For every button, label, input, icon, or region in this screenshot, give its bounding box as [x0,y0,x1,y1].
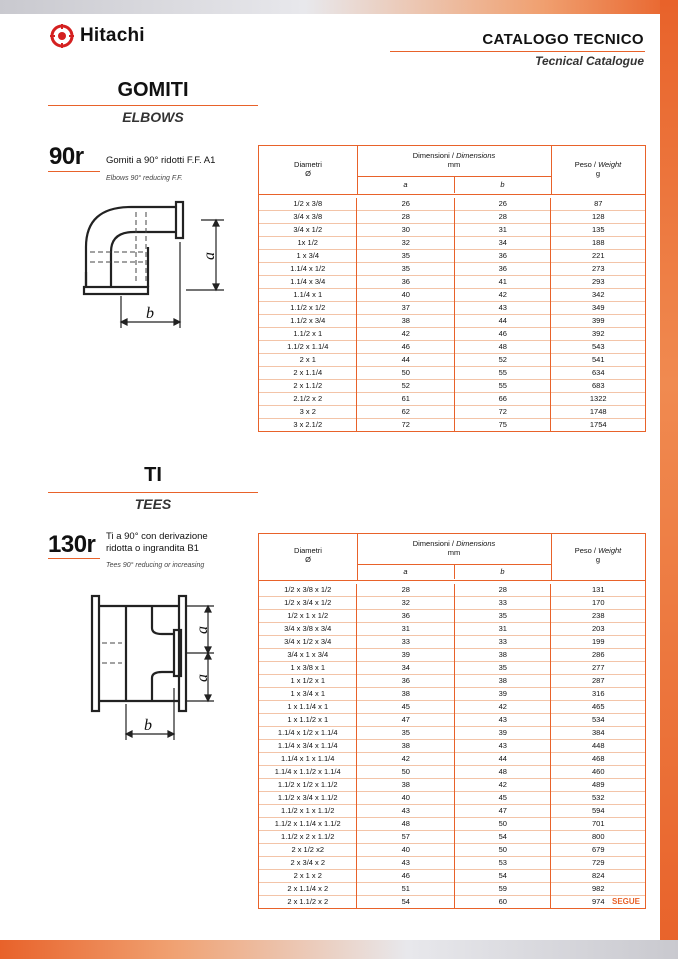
cell-b: 50 [455,844,551,857]
elbow-drawing [76,192,236,332]
header-weight: Peso / [574,546,599,555]
cell-diameter: 3/4 x 3/8 [259,211,356,224]
cell-diameter: 2.1/2 x 2 [259,393,356,406]
cell-b: 35 [455,662,551,675]
cell-diameter: 1.1/4 x 3/4 [259,276,356,289]
cell-diameter: 1.1/2 x 1/2 x 1.1/2 [259,779,356,792]
cell-diameter: 1.1/4 x 1.1/2 x 1.1/4 [259,766,356,779]
cell-a: 48 [357,818,454,831]
cell-diameter: 1.1/2 x 1 x 1.1/2 [259,805,356,818]
cell-weight: 399 [551,315,645,328]
table-column [259,198,357,431]
cell-a: 40 [357,289,454,302]
cell-weight: 203 [551,623,645,636]
tees-code-underline [48,558,100,559]
cell-diameter: 3 x 2 [259,406,356,419]
cell-weight: 594 [551,805,645,818]
cell-a: 47 [357,714,454,727]
cell-diameter: 2 x 1.1/4 [259,367,356,380]
tees-table [258,533,646,909]
cell-weight: 1754 [589,420,607,429]
tees-subtitle: TEES [134,496,172,512]
cell-a: 50 [357,367,454,380]
cell-diameter: 1 x 3/4 [259,250,356,263]
svg-text:a: a [201,252,218,260]
cell-diameter: 1.1/2 x 3/4 x 1.1/2 [259,792,356,805]
cell-a: 44 [357,354,454,367]
cell-a: 43 [357,857,454,870]
cell-weight: 316 [551,688,645,701]
cell-a: 35 [357,727,454,740]
cell-diameter: 1/2 x 3/8 x 1/2 [259,584,356,597]
table-column [455,584,552,908]
cell-weight: 465 [551,701,645,714]
cell-a: 38 [357,740,454,753]
tees-code: 130r [48,531,96,558]
elbows-description-en: Elbows 90° reducing F.F. [106,175,183,182]
cell-a: 57 [357,831,454,844]
cell-a: 40 [357,792,454,805]
table-column [455,198,552,431]
cell-weight: 238 [551,610,645,623]
cell-weight: 534 [551,714,645,727]
cell-diameter: 1.1/2 x 2 x 1.1/2 [259,831,356,844]
cell-b: 50 [455,818,551,831]
cell-b: 41 [455,276,551,289]
cell-weight: 287 [551,675,645,688]
cell-b: 39 [455,727,551,740]
elbows-subtitle: ELBOWS [122,109,184,125]
cell-b: 34 [455,237,551,250]
cell-diameter: 3/4 x 3/8 x 3/4 [259,623,356,636]
cell-b: 43 [455,740,551,753]
cell-weight: 824 [551,870,645,883]
cell-diameter: 1.1/4 x 1 x 1.1/4 [259,753,356,766]
catalog-subtitle: Tecnical Catalogue [535,54,644,68]
header-divider [390,51,645,52]
cell-b: 48 [455,341,551,354]
cell-weight: 679 [551,844,645,857]
cell-b: 42 [455,779,551,792]
elbows-title: GOMITI [117,79,189,101]
cell-a: 43 [357,805,454,818]
cell-a: 33 [357,636,454,649]
cell-diameter: 1.1/2 x 3/4 [259,315,356,328]
cell-diameter: 2 x 1.1/2 [259,380,356,393]
elbows-code: 90r [49,143,84,170]
cell-weight: 800 [551,831,645,844]
cell-b: 42 [455,701,551,714]
elbows-code-underline [48,171,100,172]
cell-a: 34 [357,662,454,675]
table-column [357,584,455,908]
table-column [357,198,455,431]
cell-weight: 87 [551,198,645,211]
cell-weight: 468 [551,753,645,766]
cell-a: 36 [357,610,454,623]
cell-a: 45 [357,701,454,714]
cell-weight: 448 [551,740,645,753]
elbows-divider [48,105,258,106]
cell-a: 36 [357,675,454,688]
cell-weight: 683 [551,380,645,393]
cell-b: 60 [498,897,507,906]
cell-b: 72 [455,406,551,419]
elbows-table-body [259,195,645,431]
cell-weight: 729 [551,857,645,870]
cell-a: 38 [357,315,454,328]
cell-weight: 286 [551,649,645,662]
header-a: a [357,565,455,579]
cell-diameter: 2 x 1.1/2 x 2 [287,897,329,906]
cell-a: 42 [357,753,454,766]
header-b: b [500,567,505,576]
cell-weight: 1748 [551,406,645,419]
cell-a: 39 [357,649,454,662]
cell-diameter: 1.1/4 x 1/2 [259,263,356,276]
cell-b: 54 [455,870,551,883]
cell-weight: 199 [551,636,645,649]
cell-b: 55 [455,367,551,380]
cell-diameter: 1.1/4 x 1/2 x 1.1/4 [259,727,356,740]
header-dimensions-unit: mm [447,160,461,169]
cell-a: 51 [357,883,454,896]
cell-diameter: 2 x 1/2 x2 [259,844,356,857]
cell-b: 48 [455,766,551,779]
cell-weight: 273 [551,263,645,276]
cell-b: 52 [455,354,551,367]
tees-table-body [259,581,645,908]
cell-diameter: 1.1/2 x 1.1/4 [259,341,356,354]
cell-b: 31 [455,224,551,237]
cell-b: 47 [455,805,551,818]
cell-a: 62 [357,406,454,419]
svg-text:a: a [194,674,211,682]
catalog-title: CATALOGO TECNICO [482,31,644,48]
cell-a: 32 [357,237,454,250]
cell-b: 31 [455,623,551,636]
cell-weight: 349 [551,302,645,315]
cell-a: 46 [357,870,454,883]
cell-diameter: 2 x 1 x 2 [259,870,356,883]
cell-b: 54 [455,831,551,844]
header-b: b [500,180,505,189]
cell-a: 37 [357,302,454,315]
header-dimensions: Dimensioni / [412,151,457,160]
tees-table-header [259,534,645,581]
cell-diameter: 1/2 x 3/8 [259,198,356,211]
top-decor-bar [0,0,678,14]
header-dimensions: Dimensioni / [412,539,457,548]
cell-diameter: 2 x 3/4 x 2 [259,857,356,870]
svg-text:a: a [194,626,211,634]
header-dimensions-en: Dimensions [456,539,496,548]
cell-diameter: 1.1/2 x 1.1/4 x 1.1/2 [259,818,356,831]
cell-diameter: 1x 1/2 [259,237,356,250]
cell-weight: 974 [591,897,605,906]
cell-diameter: 1 x 1.1/2 x 1 [259,714,356,727]
cell-weight: 221 [551,250,645,263]
cell-a: 46 [357,341,454,354]
cell-b: 75 [498,420,507,429]
header-weight-unit: g [595,555,601,564]
cell-diameter: 2 x 1 [259,354,356,367]
cell-diameter: 1.1/4 x 3/4 x 1.1/4 [259,740,356,753]
cell-b: 28 [455,211,551,224]
cell-diameter: 3/4 x 1 x 3/4 [259,649,356,662]
table-column [259,584,357,908]
cell-b: 38 [455,649,551,662]
header-dimensions-unit: mm [447,548,461,557]
cell-weight: 384 [551,727,645,740]
cell-weight: 1322 [551,393,645,406]
header-diameter-unit: Ø [305,169,311,178]
cell-weight: 982 [551,883,645,896]
cell-weight: 277 [551,662,645,675]
header-a: a [357,177,455,193]
cell-weight: 701 [551,818,645,831]
cell-diameter: 3 x 2.1/2 [293,420,323,429]
tees-description-en: Tees 90° reducing or increasing [106,562,205,569]
cell-diameter: 1 x 3/4 x 1 [259,688,356,701]
cell-b: 53 [455,857,551,870]
cell-diameter: 1 x 1.1/4 x 1 [259,701,356,714]
header-weight-en: Weight [598,160,622,169]
elbows-description: Gomiti a 90° ridotti F.F. A1 [106,155,216,166]
cell-b: 43 [455,714,551,727]
cell-b: 35 [455,610,551,623]
cell-b: 55 [455,380,551,393]
cell-diameter: 2 x 1.1/4 x 2 [259,883,356,896]
hitachi-logo-icon [50,24,74,48]
cell-a: 38 [357,688,454,701]
cell-b: 66 [455,393,551,406]
cell-weight: 131 [551,584,645,597]
cell-a: 31 [357,623,454,636]
cell-b: 36 [455,263,551,276]
cell-b: 33 [455,636,551,649]
cell-b: 36 [455,250,551,263]
cell-weight: 489 [551,779,645,792]
cell-b: 26 [455,198,551,211]
cell-weight: 170 [551,597,645,610]
header-weight-en: Weight [598,546,622,555]
cell-diameter: 3/4 x 1/2 x 3/4 [259,636,356,649]
cell-weight: 543 [551,341,645,354]
cell-a: 26 [357,198,454,211]
cell-weight: 128 [551,211,645,224]
cell-b: 59 [455,883,551,896]
header-diameter: Diametri [294,160,322,169]
cell-a: 38 [357,779,454,792]
cell-b: 46 [455,328,551,341]
cell-diameter: 1.1/2 x 1 [259,328,356,341]
cell-b: 42 [455,289,551,302]
cell-weight: 460 [551,766,645,779]
svg-text:b: b [144,717,152,734]
bottom-decor-bar [0,940,678,959]
cell-diameter: 1 x 1/2 x 1 [259,675,356,688]
cell-weight: 342 [551,289,645,302]
segue-label: SEGUE [612,897,641,906]
cell-b: 33 [455,597,551,610]
cell-a: 54 [401,897,410,906]
tees-title: TI [144,464,162,486]
cell-a: 30 [357,224,454,237]
header-weight: Peso / [574,160,599,169]
right-decor-bar [660,0,678,959]
brand [50,24,145,48]
elbows-table [258,145,646,432]
tee-drawing [86,588,246,748]
header-weight-unit: g [595,169,601,178]
cell-weight: 293 [551,276,645,289]
cell-b: 28 [455,584,551,597]
cell-diameter: 1/2 x 1 x 1/2 [259,610,356,623]
header-diameter-unit: Ø [305,555,311,564]
tees-description-line1: Ti a 90° con derivazione [106,531,208,542]
cell-weight: 634 [551,367,645,380]
cell-weight: 392 [551,328,645,341]
cell-a: 40 [357,844,454,857]
tees-description [106,531,208,555]
cell-b: 39 [455,688,551,701]
cell-a: 35 [357,263,454,276]
cell-weight: 188 [551,237,645,250]
cell-b: 43 [455,302,551,315]
cell-b: 38 [455,675,551,688]
cell-a: 32 [357,597,454,610]
cell-a: 28 [357,584,454,597]
cell-weight: 532 [551,792,645,805]
tees-description-line2: ridotta o ingrandita B1 [106,543,199,554]
cell-a: 36 [357,276,454,289]
cell-a: 52 [357,380,454,393]
cell-diameter: 1.1/4 x 1 [259,289,356,302]
header-diameter: Diametri [294,546,322,555]
cell-weight: 541 [551,354,645,367]
cell-b: 45 [455,792,551,805]
cell-a: 50 [357,766,454,779]
elbows-table-header [259,146,645,195]
table-column [551,584,645,908]
header-dimensions-en: Dimensions [456,151,496,160]
cell-a: 28 [357,211,454,224]
tees-divider [48,492,258,493]
cell-b: 44 [455,315,551,328]
cell-diameter: 1/2 x 3/4 x 1/2 [259,597,356,610]
cell-a: 72 [401,420,410,429]
table-column [551,198,645,431]
brand-name: Hitachi [80,25,145,46]
cell-b: 44 [455,753,551,766]
cell-diameter: 1.1/2 x 1/2 [259,302,356,315]
cell-weight: 135 [551,224,645,237]
cell-a: 61 [357,393,454,406]
cell-diameter: 3/4 x 1/2 [259,224,356,237]
svg-text:b: b [146,305,154,322]
cell-a: 35 [357,250,454,263]
cell-a: 42 [357,328,454,341]
cell-diameter: 1 x 3/8 x 1 [259,662,356,675]
